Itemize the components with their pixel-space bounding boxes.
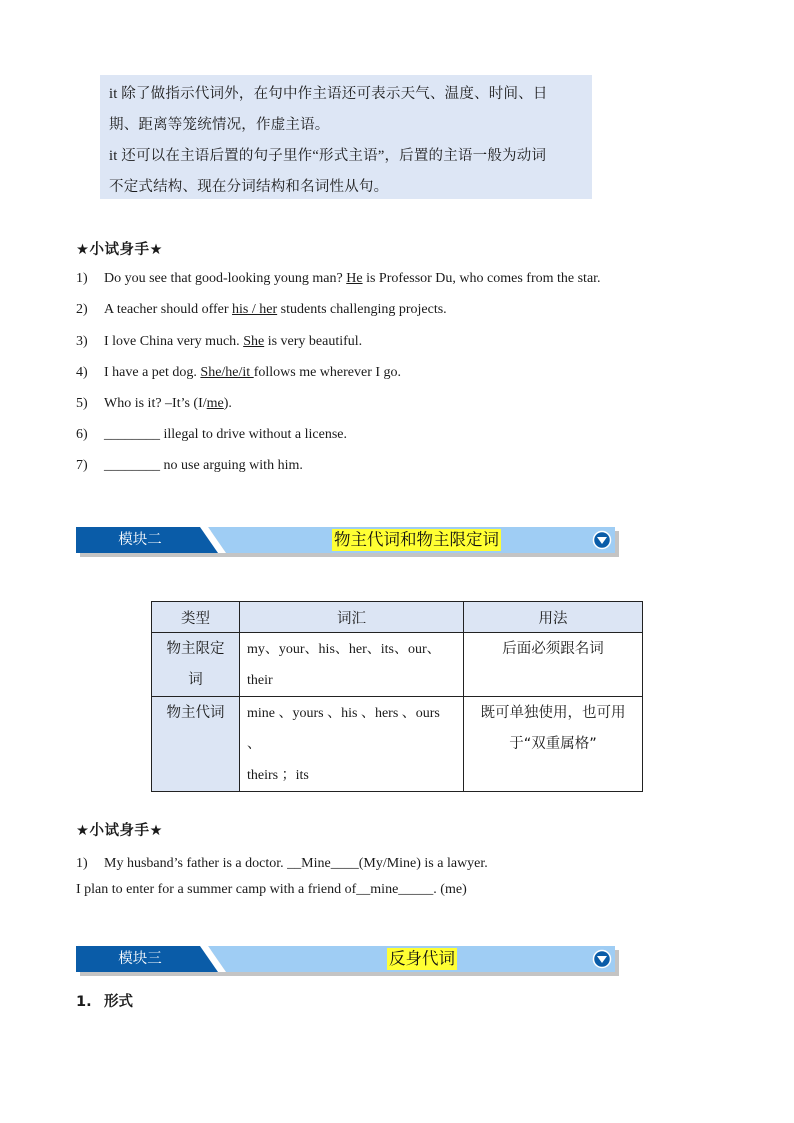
exercise-number: 6) [76,427,88,442]
exercise-text: is very beautiful. [264,334,363,349]
column-header: 类型 [152,602,240,633]
cell-line: 既可单独使用，也可用 [480,705,626,721]
exercise-answer: She [243,334,265,349]
exercise-text: Who is it? –It’s (I/ [104,396,207,411]
cell-line: their [247,673,273,688]
section-heading [76,990,133,1011]
exercise-item [76,458,303,474]
exercise-text: (My/Mine) is a lawyer. [358,856,488,871]
cell-line: theirs ；its [247,768,309,783]
exercise-item [76,271,601,287]
column-header: 词汇 [240,602,464,633]
note-line: it 除了做指示代词外，在句中作主语还可表示天气、温度、时间、日 [109,86,548,102]
exercise-item [76,882,467,898]
exercise-text: is Professor Du, who comes from the star. [362,271,601,286]
exercise-text: . (me) [433,882,467,897]
exercise-text: illegal to drive without a license. [160,427,348,442]
exercise-text: I plan to enter for a summer camp with a friend of [76,882,357,897]
table-cell [240,633,464,697]
cell-line: 于“双重属格” [509,736,597,752]
exercise-item [76,302,447,318]
exercise-blank: ________ [104,458,160,473]
exercise-item [76,856,488,872]
module-title: 反身代词 [389,949,455,968]
exercise-number: 5) [76,396,88,411]
table-row [152,697,643,792]
cell-line: my、your、his、her、its、our、 [247,642,441,657]
note-line: 期、距离等笼统情况，作虚主语。 [109,117,330,133]
table-cell [464,697,643,792]
table-cell [152,633,240,697]
exercise-number: 1) [76,856,88,871]
table-cell [464,633,643,697]
practice-heading: ★小试身手★ [76,242,163,258]
exercise-number: 1) [76,271,88,286]
exercise-text: no use arguing with him. [160,458,303,473]
column-header: 用法 [464,602,643,633]
exercise-answer: She/he/it [200,365,254,380]
exercise-text: Do you see that good-looking young man? [104,271,347,286]
exercise-answer: his / her [232,302,278,317]
module-label: 模块二 [118,532,162,548]
module-title: 物主代词和物主限定词 [334,530,499,549]
cell-line: 物主限定 [166,641,225,657]
cell-line: 物主代词 [166,705,225,721]
cell-line: 词 [188,672,203,688]
exercise-answer: __mine_____ [356,882,434,897]
exercise-answer: He [346,271,363,286]
exercise-answer: __Mine____ [287,856,359,871]
table-row [152,633,643,697]
cell-line: 后面必须跟名词 [502,641,604,657]
exercise-item [76,365,401,381]
exercise-number: 3) [76,334,88,349]
exercise-number: 4) [76,365,88,380]
exercise-text: students challenging projects. [277,302,447,317]
exercise-text: A teacher should offer [104,302,233,317]
exercise-text: follows me wherever I go. [253,365,402,380]
exercise-item [76,396,232,412]
exercise-text: ). [223,396,232,411]
chevron-down-icon[interactable] [592,530,612,550]
exercise-text: My husband’s father is a doctor. [104,856,288,871]
exercise-text: I love China very much. [104,334,244,349]
pronoun-table [151,601,643,792]
cell-line: mine 、yours 、his 、hers 、ours 、 [247,706,440,752]
table-cell [152,697,240,792]
module-banner [76,946,619,976]
note-line: 不定式结构、现在分词结构和名词性从句。 [109,179,389,195]
practice-heading: ★小试身手★ [76,823,163,839]
note-line: it 还可以在主语后置的句子里作“形式主语”，后置的主语一般为动词 [109,148,547,164]
chevron-down-icon[interactable] [592,949,612,969]
table-cell [240,697,464,792]
grammar-note-box [100,75,592,199]
module-banner [76,527,619,557]
exercise-text: I have a pet dog. [104,365,201,380]
exercise-item [76,334,362,350]
module-label: 模块三 [118,951,162,967]
exercise-number: 2) [76,302,88,317]
section-number: 1. [76,994,92,1010]
exercise-answer: me [206,396,224,411]
table-header-row [152,602,643,633]
exercise-item [76,427,347,443]
section-title: 形式 [104,994,133,1010]
exercise-blank: ________ [104,427,160,442]
exercise-number: 7) [76,458,88,473]
